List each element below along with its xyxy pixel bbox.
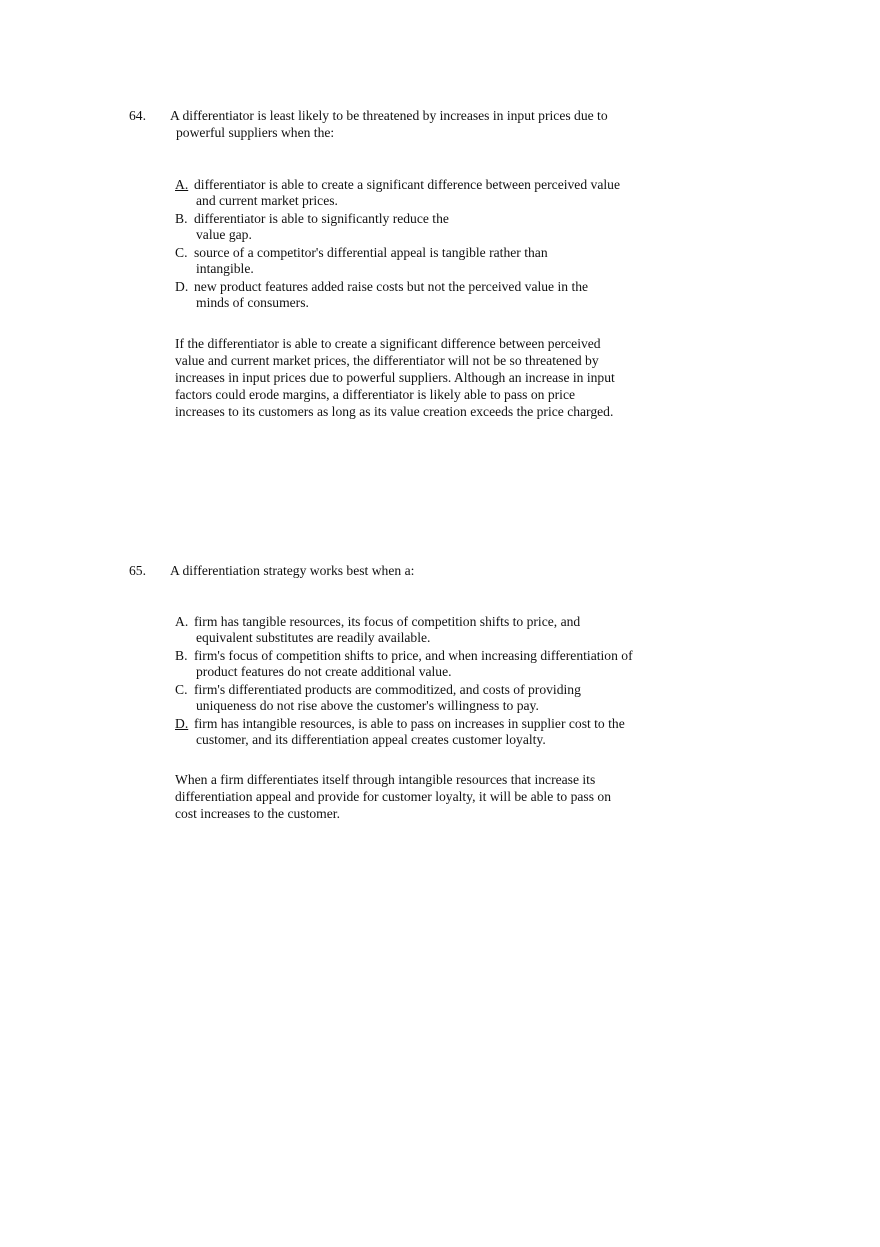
question-stem-line: A differentiator is least likely to be threatened by increases in input prices due to [170, 108, 608, 123]
option-letter: C. [175, 682, 188, 697]
option-letter: A. [175, 177, 189, 192]
option-text-line: firm has intangible resources, is able to pass on increases in supplier cost to the [194, 716, 625, 731]
question-stem [170, 562, 640, 579]
explanation-64 [175, 335, 655, 420]
option-text-line: differentiator is able to create a significant difference between perceived value [194, 177, 620, 192]
option-text-line: source of a competitor's differential appeal is tangible rather than [194, 245, 548, 260]
option-letter: B. [175, 648, 188, 663]
explanation-line: cost increases to the customer. [175, 806, 340, 821]
question-stem-line: A differentiation strategy works best when a: [170, 563, 415, 578]
option-text-line: minds of consumers. [196, 295, 309, 310]
explanation-line: differentiation appeal and provide for customer loyalty, it will be able to pass on [175, 789, 612, 804]
answer-options-64 [175, 177, 675, 313]
option-text-line: value gap. [196, 227, 252, 242]
question-number: 65. [129, 563, 146, 578]
explanation-line: When a firm differentiates itself through intangible resources that increase its [175, 772, 596, 787]
option-text-line: firm's differentiated products are commoditized, and costs of providing [194, 682, 581, 697]
answer-option-d [175, 279, 675, 311]
answer-option-c [175, 682, 675, 714]
option-letter: D. [175, 279, 189, 294]
explanation-line: value and current market prices, the differentiator will not be so threatened by [175, 353, 599, 368]
option-text-line: firm's focus of competition shifts to price, and when increasing differentiation of [194, 648, 633, 663]
explanation-65 [175, 771, 655, 822]
option-text-line: new product features added raise costs but not the perceived value in the [194, 279, 589, 294]
answer-option-b [175, 648, 675, 680]
option-letter: B. [175, 211, 188, 226]
option-letter: D. [175, 716, 189, 731]
answer-option-b [175, 211, 675, 243]
question-stem [170, 107, 640, 141]
option-letter: C. [175, 245, 188, 260]
option-text-line: firm has tangible resources, its focus of competition shifts to price, and [194, 614, 581, 629]
option-text-line: product features do not create additional value. [196, 664, 452, 679]
answer-option-c [175, 245, 675, 277]
explanation-line: increases to its customers as long as its value creation exceeds the price charged. [175, 404, 614, 419]
question-number: 64. [129, 108, 146, 123]
answer-option-a [175, 614, 675, 646]
answer-options-65 [175, 614, 675, 750]
explanation-line: increases in input prices due to powerful suppliers. Although an increase in input [175, 370, 615, 385]
option-letter: A. [175, 614, 189, 629]
question-stem-line: powerful suppliers when the: [176, 125, 335, 140]
explanation-line: If the differentiator is able to create a significant difference between perceived [175, 336, 601, 351]
answer-option-d [175, 716, 675, 748]
option-text-line: intangible. [196, 261, 254, 276]
explanation-line: factors could erode margins, a differentiator is likely able to pass on price [175, 387, 576, 402]
answer-option-a [175, 177, 675, 209]
option-text-line: customer, and its differentiation appeal creates customer loyalty. [196, 732, 546, 747]
option-text-line: and current market prices. [196, 193, 338, 208]
option-text-line: differentiator is able to significantly reduce the [194, 211, 449, 226]
option-text-line: uniqueness do not rise above the customer's willingness to pay. [196, 698, 539, 713]
option-text-line: equivalent substitutes are readily available. [196, 630, 431, 645]
